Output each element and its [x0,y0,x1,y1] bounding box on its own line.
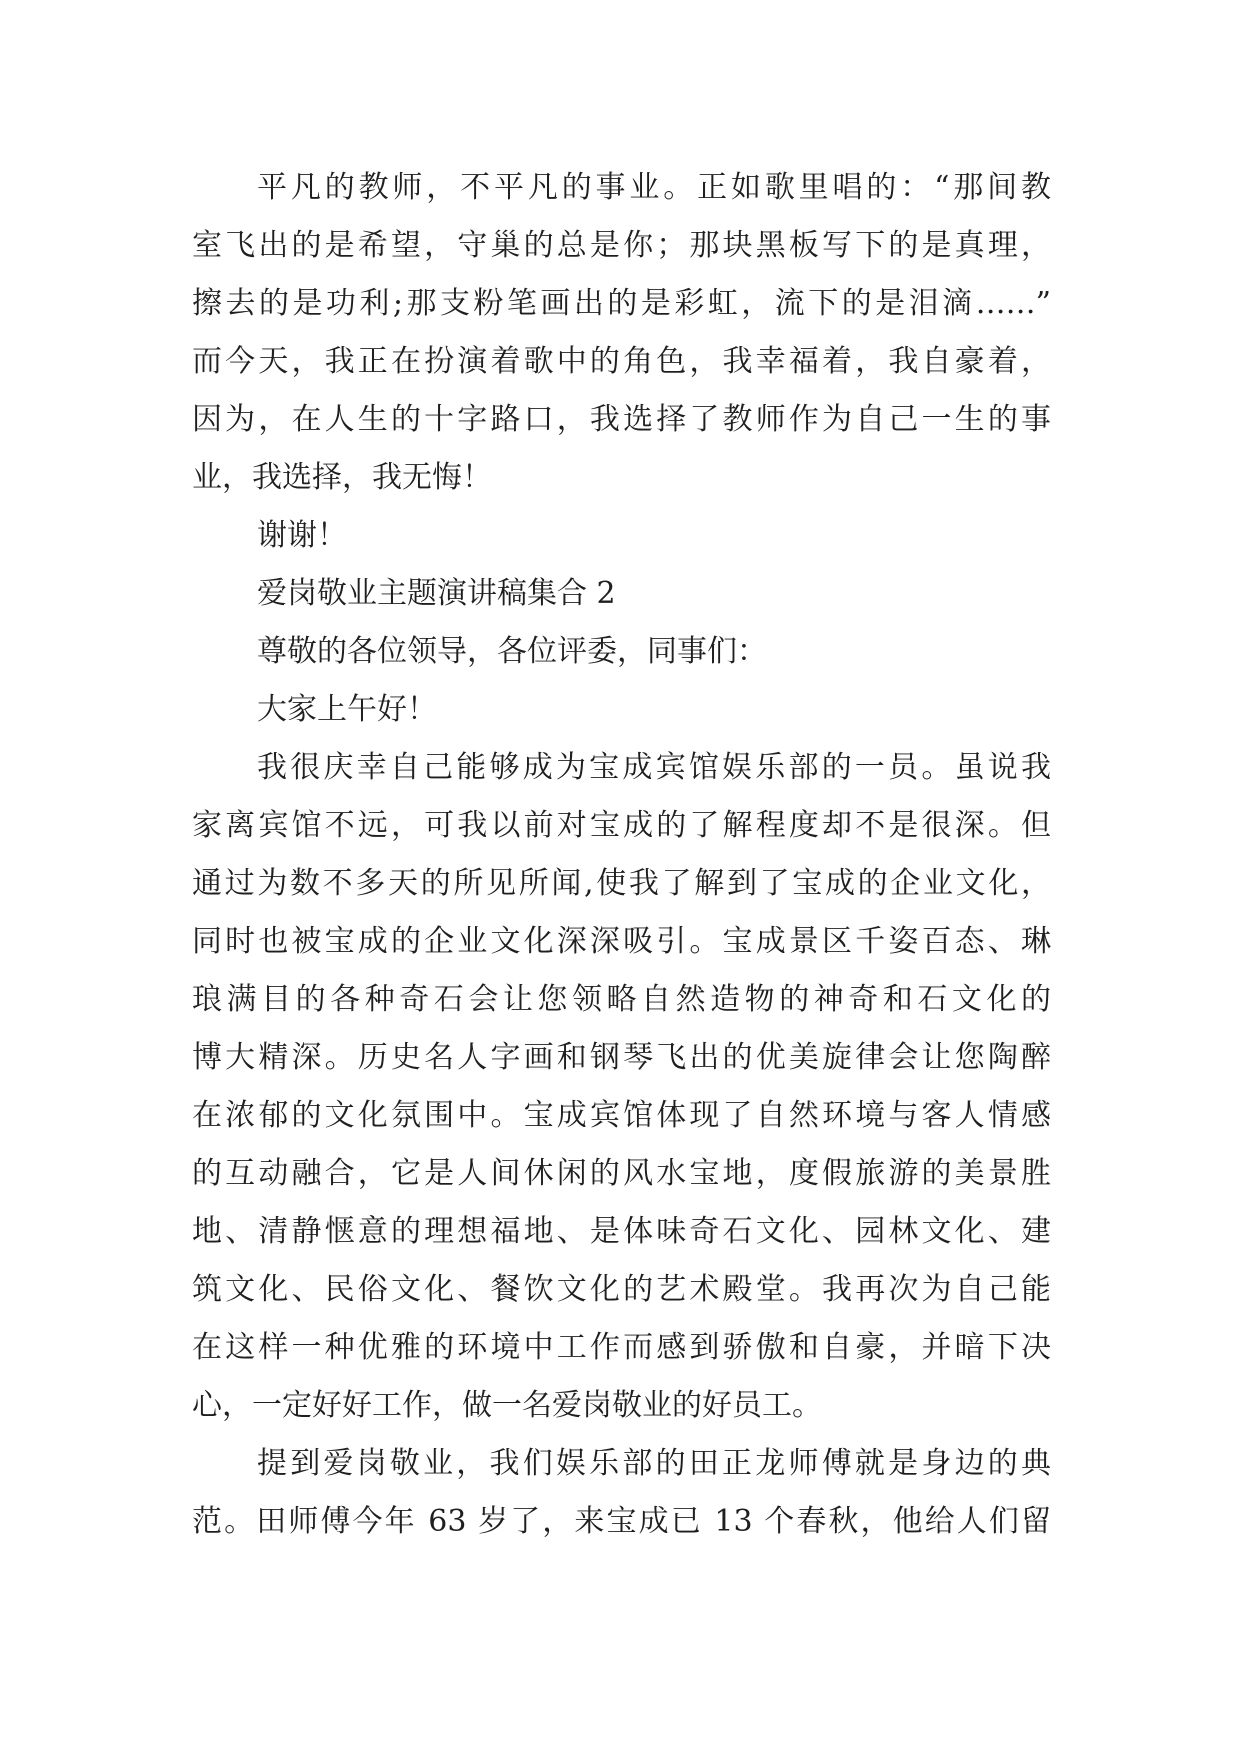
text-line: 擦去的是功利;那支粉笔画出的是彩虹，流下的是泪滴……” [192,286,1051,321]
paragraph [192,739,1051,1435]
text-line: 业，我选择，我无悔！ [192,460,492,495]
salutation [192,623,1051,681]
text-line: 同时也被宝成的企业文化深深吸引。宝成景区千姿百态、琳 [192,924,1051,959]
text-line: 平凡的教师，不平凡的事业。正如歌里唱的：“那间教 [257,170,1051,205]
greeting [192,681,1051,739]
text-line: 提到爱岗敬业，我们娱乐部的田正龙师傅就是身边的典 [257,1446,1051,1481]
text-line: 地、清静惬意的理想福地、是体味奇石文化、园林文化、建 [192,1214,1051,1249]
text-line: 我很庆幸自己能够成为宝成宾馆娱乐部的一员。虽说我 [257,750,1051,785]
document-page [192,159,1051,1551]
section-title [192,565,1051,623]
paragraph [192,507,1051,565]
text-line: 室飞出的是希望，守巢的总是你；那块黑板写下的是真理， [192,228,1051,263]
paragraph [192,159,1051,507]
text-line: 通过为数不多天的所见所闻,使我了解到了宝成的企业文化， [192,866,1051,901]
text-line: 尊敬的各位领导，各位评委，同事们： [257,634,767,669]
text-line: 的互动融合，它是人间休闲的风水宝地，度假旅游的美景胜 [192,1156,1051,1191]
text-line: 琅满目的各种奇石会让您领略自然造物的神奇和石文化的 [192,982,1051,1017]
text-line: 在浓郁的文化氛围中。宝成宾馆体现了自然环境与客人情感 [192,1098,1051,1133]
text-line: 在这样一种优雅的环境中工作而感到骄傲和自豪，并暗下决 [192,1330,1051,1365]
text-line: 筑文化、民俗文化、餐饮文化的艺术殿堂。我再次为自己能 [192,1272,1051,1307]
text-line: 而今天，我正在扮演着歌中的角色，我幸福着，我自豪着， [192,344,1051,379]
text-line: 大家上午好！ [257,692,437,727]
paragraph [192,1435,1051,1551]
text-line: 家离宾馆不远，可我以前对宝成的了解程度却不是很深。但 [192,808,1051,843]
text-line: 因为，在人生的十字路口，我选择了教师作为自己一生的事 [192,402,1051,437]
text-line: 博大精深。历史名人字画和钢琴飞出的优美旋律会让您陶醉 [192,1040,1051,1075]
text-line: 范。田师傅今年 63 岁了，来宝成已 13 个春秋，他给人们留 [192,1504,1051,1539]
text-line: 心，一定好好工作，做一名爱岗敬业的好员工。 [192,1388,822,1423]
text-line: 爱岗敬业主题演讲稿集合 2 [257,576,616,611]
text-line: 谢谢！ [257,518,347,553]
